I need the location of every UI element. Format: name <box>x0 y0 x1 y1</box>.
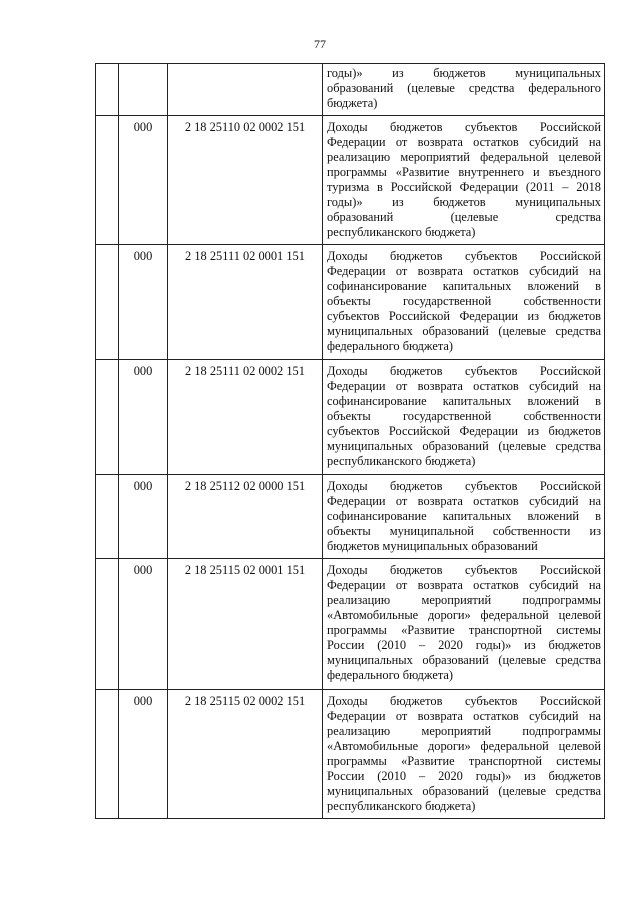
admin-code-cell: 000 <box>119 690 168 819</box>
admin-code-cell: 000 <box>119 360 168 475</box>
description-cell <box>323 245 605 360</box>
table-row <box>96 559 605 690</box>
kbk-code-cell <box>168 64 323 116</box>
description-line: республиканского бюджета) <box>327 225 476 239</box>
description-line: Федерации от возврата остатков субсидий на <box>327 578 601 592</box>
description-line: программы «Развитие внутреннего и въездного <box>327 165 601 179</box>
description-line: федерального бюджета) <box>327 668 454 682</box>
table-row <box>96 64 605 116</box>
table-row <box>96 690 605 819</box>
row-index-cell <box>96 690 119 819</box>
description-line: Доходы бюджетов субъектов Российской <box>327 249 601 263</box>
admin-code-cell: 000 <box>119 116 168 245</box>
description-line: Федерации от возврата остатков субсидий на <box>327 709 601 723</box>
table-row <box>96 116 605 245</box>
description-cell <box>323 690 605 819</box>
description-line: программы «Развитие транспортной системы <box>327 754 601 768</box>
description-cell <box>323 360 605 475</box>
row-index-cell <box>96 475 119 559</box>
description-line: образований (целевые средства <box>327 210 601 224</box>
description-line: объекты муниципальной собственности из <box>327 524 601 538</box>
description-line: объекты государственной собственности <box>327 294 601 308</box>
description-line: «Автомобильные дороги» федеральной целевой <box>327 739 601 753</box>
description-line: бюджетов муниципальных образований <box>327 539 538 553</box>
description-line: субъектов Российской Федерации из бюджетов <box>327 309 601 323</box>
description-line: Федерации от возврата остатков субсидий на <box>327 264 601 278</box>
admin-code-cell: 000 <box>119 475 168 559</box>
description-line: федерального бюджета) <box>327 339 454 353</box>
description-line: софинансирование капитальных вложений в <box>327 279 601 293</box>
description-line: реализацию мероприятий подпрограммы <box>327 724 601 738</box>
description-line: муниципальных образований (целевые средства <box>327 784 601 798</box>
description-cell <box>323 64 605 116</box>
kbk-code-cell: 2 18 25112 02 0000 151 <box>168 475 323 559</box>
description-line: республиканского бюджета) <box>327 454 476 468</box>
description-line: муниципальных образований (целевые средства <box>327 324 601 338</box>
description-line: Доходы бюджетов субъектов Российской <box>327 479 601 493</box>
admin-code-cell: 000 <box>119 559 168 690</box>
kbk-code-cell: 2 18 25111 02 0001 151 <box>168 245 323 360</box>
description-line: программы «Развитие транспортной системы <box>327 623 601 637</box>
page-number: 77 <box>314 37 326 51</box>
table-row <box>96 475 605 559</box>
description-line: республиканского бюджета) <box>327 799 476 813</box>
table-row <box>96 245 605 360</box>
kbk-code-cell: 2 18 25115 02 0002 151 <box>168 690 323 819</box>
row-index-cell <box>96 245 119 360</box>
description-line: субъектов Российской Федерации из бюджетов <box>327 424 601 438</box>
description-line: Доходы бюджетов субъектов Российской <box>327 563 601 577</box>
description-cell <box>323 475 605 559</box>
description-line: годы)» из бюджетов муниципальных <box>327 195 601 209</box>
description-line: муниципальных образований (целевые средства <box>327 439 601 453</box>
description-line: объекты государственной собственности <box>327 409 601 423</box>
row-index-cell <box>96 64 119 116</box>
description-cell <box>323 116 605 245</box>
description-line: реализацию мероприятий федеральной целевой <box>327 150 601 164</box>
description-cell <box>323 559 605 690</box>
description-line: Доходы бюджетов субъектов Российской <box>327 120 601 134</box>
row-index-cell <box>96 116 119 245</box>
description-line: России (2010 – 2020 годы)» из бюджетов <box>327 638 601 652</box>
table-row <box>96 360 605 475</box>
revenue-codes-table <box>95 63 605 819</box>
kbk-code-cell: 2 18 25115 02 0001 151 <box>168 559 323 690</box>
description-line: бюджета) <box>327 96 378 110</box>
row-index-cell <box>96 360 119 475</box>
row-index-cell <box>96 559 119 690</box>
description-line: Федерации от возврата остатков субсидий на <box>327 135 601 149</box>
description-line: реализацию мероприятий подпрограммы <box>327 593 601 607</box>
description-line: муниципальных образований (целевые средства <box>327 653 601 667</box>
description-line: туризма в Российской Федерации (2011 – 2018 <box>327 180 601 194</box>
description-line: софинансирование капитальных вложений в <box>327 509 601 523</box>
kbk-code-cell: 2 18 25110 02 0002 151 <box>168 116 323 245</box>
description-line: Федерации от возврата остатков субсидий на <box>327 379 601 393</box>
admin-code-cell <box>119 64 168 116</box>
description-line: годы)» из бюджетов муниципальных <box>327 66 601 80</box>
description-line: «Автомобильные дороги» федеральной целевой <box>327 608 601 622</box>
description-line: России (2010 – 2020 годы)» из бюджетов <box>327 769 601 783</box>
description-line: Доходы бюджетов субъектов Российской <box>327 694 601 708</box>
description-line: Доходы бюджетов субъектов Российской <box>327 364 601 378</box>
description-line: Федерации от возврата остатков субсидий на <box>327 494 601 508</box>
kbk-code-cell: 2 18 25111 02 0002 151 <box>168 360 323 475</box>
admin-code-cell: 000 <box>119 245 168 360</box>
description-line: софинансирование капитальных вложений в <box>327 394 601 408</box>
description-line: образований (целевые средства федерального <box>327 81 601 95</box>
